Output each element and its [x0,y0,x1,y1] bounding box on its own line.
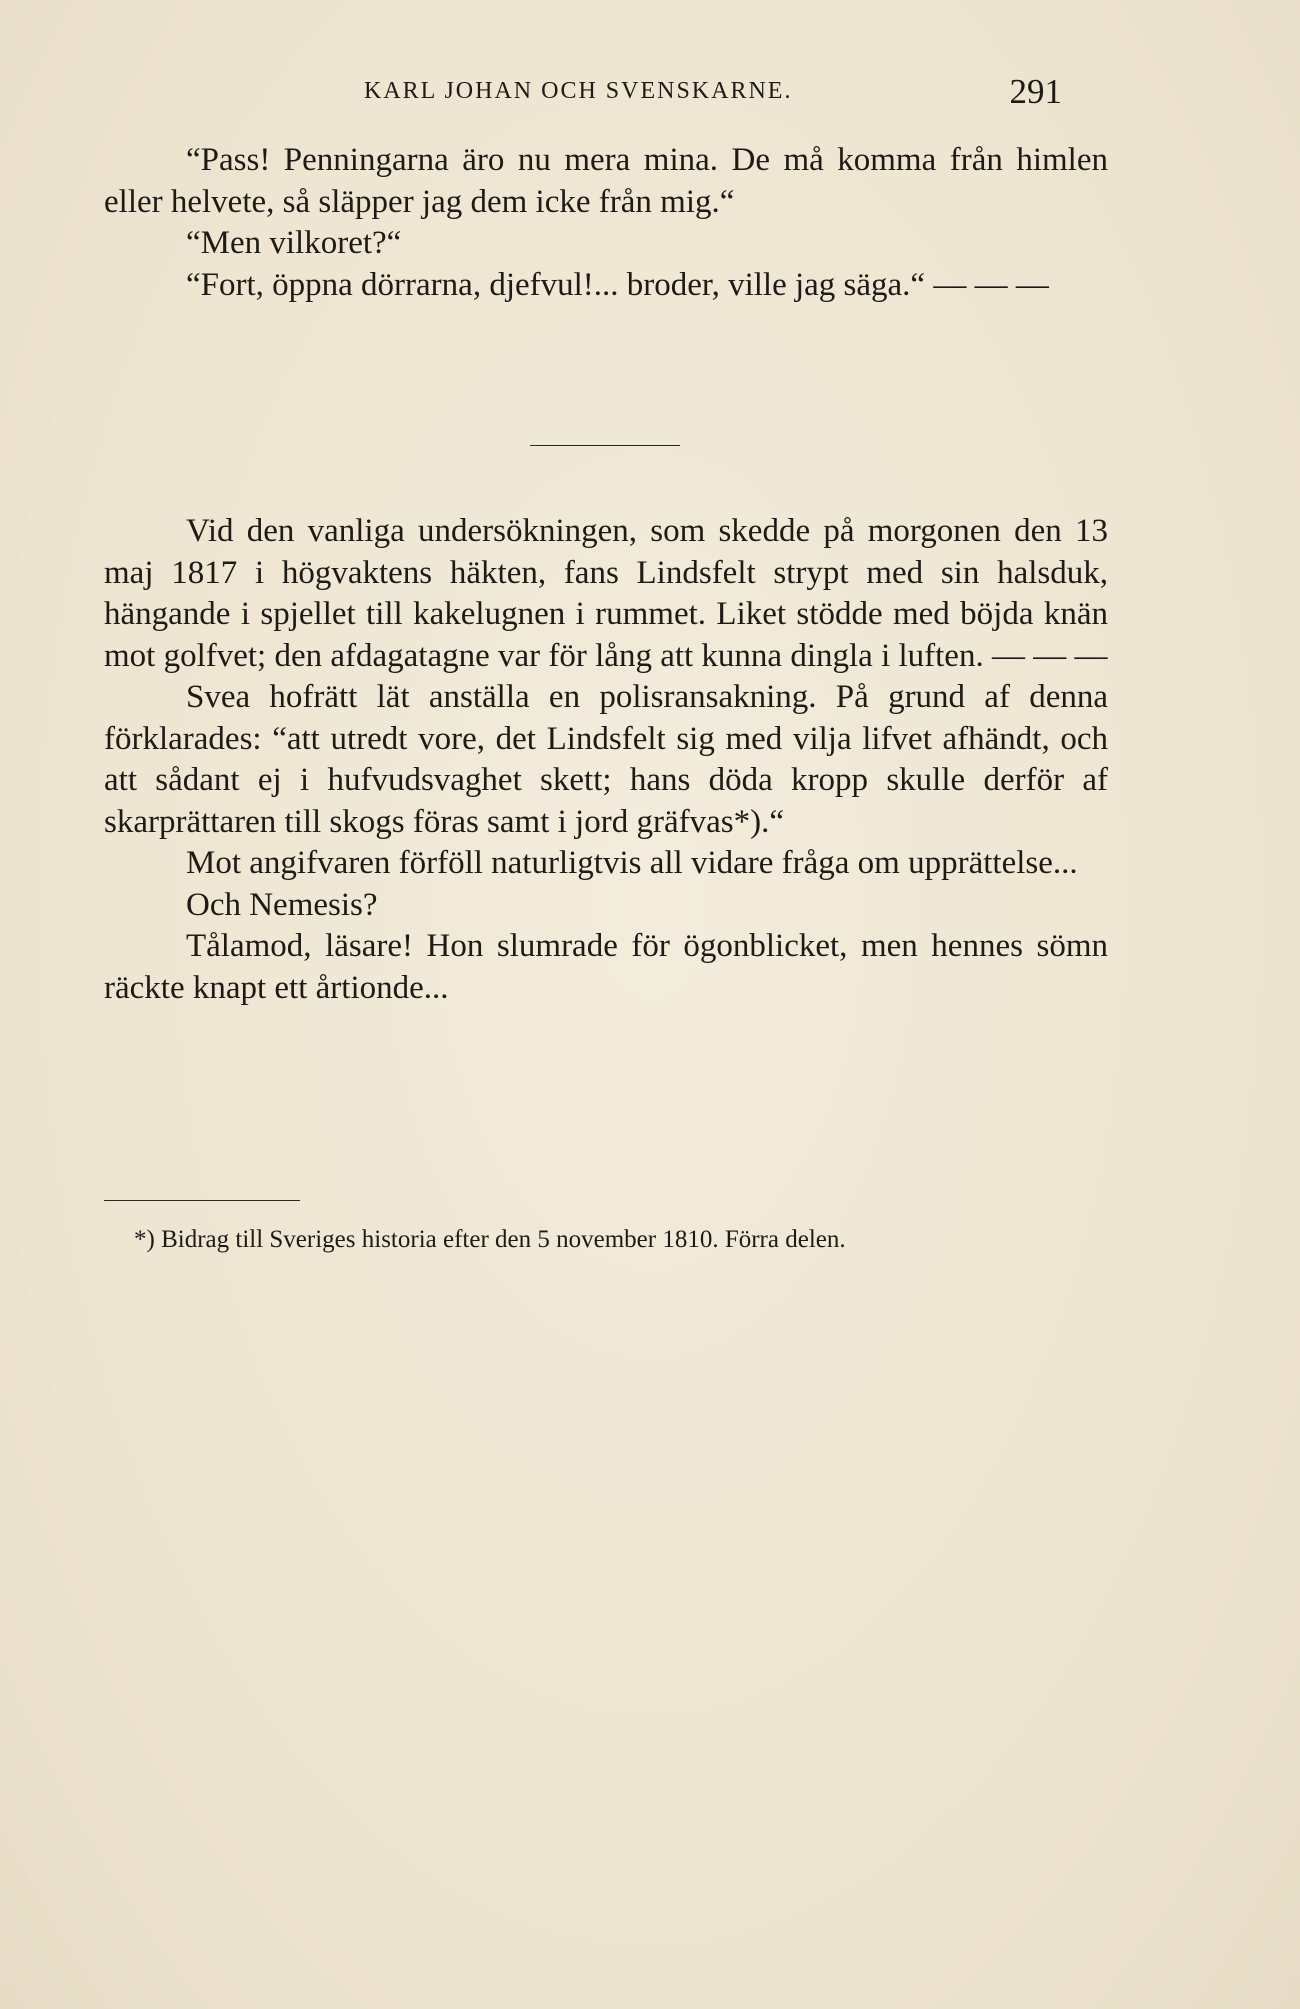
footnote-text: *) Bidrag till Sveriges historia efter den 5 november 1810. Förra delen. [134,1226,846,1253]
body-paragraph: Mot angifvaren förföll naturligtvis all vidare fråga om upprättelse... [186,845,1078,881]
body-paragraph: Och Nemesis? [186,886,378,923]
dialogue-block [104,140,1108,306]
dialogue-paragraph: “Men vilkoret?“ [186,225,402,261]
body-paragraph: Vid den vanliga undersökningen, som skedde på morgonen den 13 maj 1817 i högvaktens häkten, fans Lindsfelt strypt med sin halsduk, hängande i spjellet till kakelugnen i rummet. Liket stödde med böjda knän mot golfvet; den afdagatagne var för lång att kunna dingla i luften. — — — [104,513,1108,674]
dialogue-paragraph: “Fort, öppna dörrarna, djefvul!... broder, ville jag säga.“ — — — [186,266,1049,303]
dialogue-paragraph: “Pass! Penningarna äro nu mera mina. De må komma från himlen eller helvete, så släpper jag dem icke från mig.“ [104,142,1108,220]
page-number: 291 [1009,72,1062,111]
body-paragraph: Tålamod, läsare! Hon slumrade för ögonblicket, men hennes sömn räckte knapt ett årtionde... [104,928,1108,1006]
body-block [104,511,1108,1009]
section-divider [530,445,680,446]
footnote [104,1222,1112,1258]
footnote-divider [104,1200,300,1201]
running-title: KARL JOHAN OCH SVENSKARNE. [364,78,793,104]
page-header [104,72,1062,112]
body-paragraph: Svea hofrätt lät anställa en polisransakning. På grund af denna förklarades: “att utredt vore, det Lindsfelt sig med vilja lifvet afhändt, och att sådant ej i hufvudsvaghet skett; hans döda kropp skulle derför af skarprättaren till skogs föras samt i jord gräfvas*).“ [104,679,1108,840]
